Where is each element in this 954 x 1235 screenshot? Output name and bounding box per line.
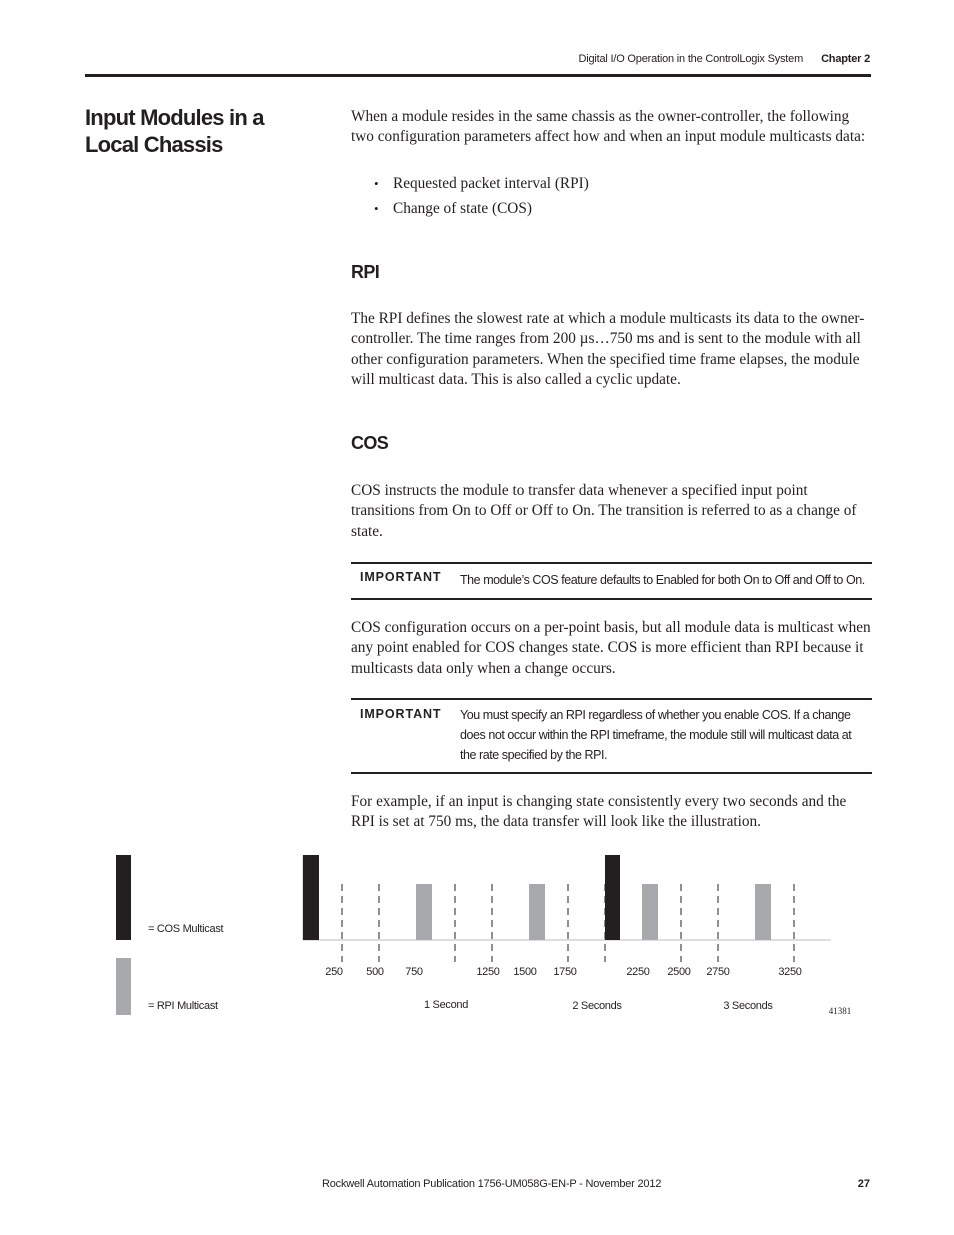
section-title-line1: Input Modules in a bbox=[85, 105, 264, 130]
rpi-multicast-bar bbox=[416, 884, 432, 940]
cos-paragraph-2: COS configuration occurs on a per-point basis, but all module data is multicast when any point enabled for COS changes state. COS is more efficient than RPI because it multicasts data only when a change occurs. bbox=[351, 619, 871, 677]
bullet-text: Requested packet interval (RPI) bbox=[393, 175, 589, 192]
tick-label: 250 bbox=[325, 966, 343, 978]
running-title: Digital I/O Operation in the ControlLogix System bbox=[578, 53, 804, 65]
rpi-legend-label: = RPI Multicast bbox=[148, 1000, 218, 1012]
intro-paragraph: When a module resides in the same chassis as the owner-controller, the following two configuration parameters affect how and when an input module multicasts data: bbox=[351, 108, 866, 146]
important-text: The module’s COS feature defaults to Enabled for both On to Off and Off to On. bbox=[460, 573, 865, 587]
bullet-text: Change of state (COS) bbox=[393, 200, 532, 217]
cos-heading: COS bbox=[351, 433, 389, 453]
tick-label: 2500 bbox=[667, 966, 691, 978]
tick-label: 1250 bbox=[476, 966, 500, 978]
bullet-dot-icon: • bbox=[374, 176, 379, 191]
important-text: You must specify an RPI regardless of whether you enable COS. If a change does not occur within the RPI timeframe, the module still will multicast data at the rate specified by the RPI. bbox=[460, 708, 852, 762]
important-label: IMPORTANT bbox=[360, 707, 442, 721]
cos-legend-label: = COS Multicast bbox=[148, 923, 224, 935]
page-number: 27 bbox=[857, 1178, 870, 1190]
tick-lines bbox=[342, 884, 794, 962]
bullet-dot-icon: • bbox=[374, 201, 379, 216]
cos-paragraph-3: For example, if an input is changing state consistently every two seconds and the RPI is set at 750 ms, the data transfer will look like the illustration. bbox=[351, 793, 847, 831]
rpi-multicast-bar bbox=[529, 884, 545, 940]
tick-label: 1750 bbox=[553, 966, 577, 978]
figure-number: 41381 bbox=[828, 1006, 852, 1016]
tick-label: 750 bbox=[405, 966, 423, 978]
second-label: 2 Seconds bbox=[572, 1000, 622, 1012]
cos-paragraph-1: COS instructs the module to transfer data whenever a specified input point transitions from On to Off or Off to On. The transition is referred to as a change of state. bbox=[351, 482, 857, 540]
chapter-label: Chapter 2 bbox=[821, 53, 870, 65]
cos-multicast-bar bbox=[303, 855, 319, 940]
tick-labels bbox=[325, 966, 802, 978]
second-label: 3 Seconds bbox=[723, 1000, 773, 1012]
rpi-paragraph: The RPI defines the slowest rate at which a module multicasts its data to the owner-controller. The time ranges from 200 µs…750 ms and is sent to the module with all other configuration parameters. When the specified time frame elapses, the module will multicast data. This is also called a cyclic update. bbox=[351, 310, 865, 389]
cos-multicast-bar bbox=[605, 855, 620, 940]
cos-legend-swatch bbox=[116, 855, 131, 940]
important-label: IMPORTANT bbox=[360, 570, 442, 584]
rpi-multicast-bar bbox=[642, 884, 658, 940]
section-title-line2: Local Chassis bbox=[85, 132, 223, 157]
rpi-legend-swatch bbox=[116, 958, 131, 1015]
tick-label: 500 bbox=[366, 966, 384, 978]
rpi-multicast-bar bbox=[755, 884, 771, 940]
tick-label: 1500 bbox=[513, 966, 537, 978]
tick-label: 3250 bbox=[778, 966, 802, 978]
second-label: 1 Second bbox=[423, 999, 469, 1011]
footer-publication: Rockwell Automation Publication 1756-UM058G-EN-P - November 2012 bbox=[322, 1178, 662, 1190]
rpi-heading: RPI bbox=[351, 262, 380, 282]
tick-label: 2250 bbox=[626, 966, 650, 978]
tick-label: 2750 bbox=[706, 966, 730, 978]
